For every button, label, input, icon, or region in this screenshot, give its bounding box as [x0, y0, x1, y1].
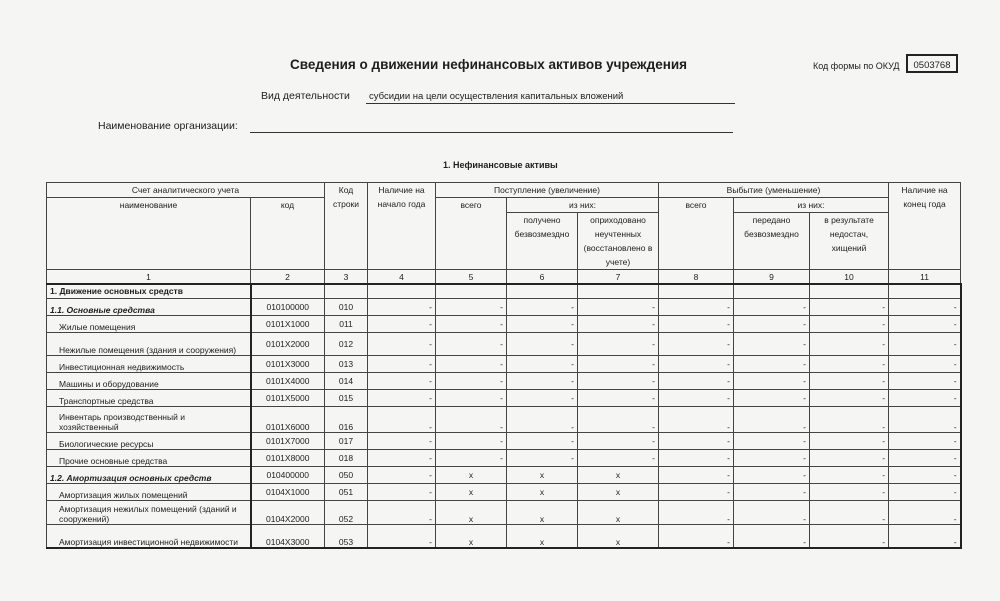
cell: -	[734, 406, 810, 432]
row-code: 0101X3000	[251, 355, 325, 372]
row-line: 015	[325, 389, 368, 406]
cell: -	[507, 449, 578, 466]
table-row	[47, 449, 961, 466]
cell: -	[436, 315, 507, 332]
cell: -	[659, 406, 734, 432]
row-code: 0104X2000	[251, 500, 325, 524]
cell: -	[368, 500, 436, 524]
table-row	[47, 483, 961, 500]
cell: -	[734, 432, 810, 449]
table-row	[47, 389, 961, 406]
cell: -	[578, 315, 659, 332]
cell: -	[436, 389, 507, 406]
cell: -	[578, 298, 659, 315]
row-code: 0101X1000	[251, 315, 325, 332]
col-number: 2	[251, 270, 325, 285]
cell: -	[889, 298, 961, 315]
table-row	[47, 298, 961, 315]
cell: -	[507, 372, 578, 389]
cell: -	[436, 332, 507, 355]
cell: -	[659, 466, 734, 483]
section-title: 1. Нефинансовые активы	[443, 160, 558, 170]
col-number: 9	[734, 270, 810, 285]
cell: -	[810, 432, 889, 449]
cell: -	[659, 389, 734, 406]
cell: -	[889, 389, 961, 406]
cell: -	[659, 500, 734, 524]
row-line: 012	[325, 332, 368, 355]
cell: -	[889, 432, 961, 449]
cell: -	[368, 298, 436, 315]
cell: -	[734, 332, 810, 355]
table-row	[47, 432, 961, 449]
organization-label: Наименование организации:	[98, 120, 238, 132]
cell: -	[368, 432, 436, 449]
cell: -	[436, 432, 507, 449]
row-code: 0101X6000	[251, 406, 325, 432]
table-row	[47, 500, 961, 524]
row-code: 0101X2000	[251, 332, 325, 355]
table-row	[47, 332, 961, 355]
cell: -	[810, 466, 889, 483]
cell: -	[368, 372, 436, 389]
table-row	[47, 284, 961, 298]
cell: -	[810, 449, 889, 466]
activity-label: Вид деятельности	[261, 90, 350, 102]
disposal-header: Выбытие (уменьшение)	[659, 183, 889, 198]
cell: -	[659, 483, 734, 500]
cell: -	[659, 524, 734, 548]
table-row	[47, 524, 961, 548]
okud-label: Код формы по ОКУД	[813, 61, 900, 71]
table-row	[47, 466, 961, 483]
row-line: 050	[325, 466, 368, 483]
cell: -	[578, 449, 659, 466]
row-line: 011	[325, 315, 368, 332]
row-line: 014	[325, 372, 368, 389]
cell: -	[507, 406, 578, 432]
cell: -	[889, 406, 961, 432]
cell: -	[889, 466, 961, 483]
cell: -	[734, 524, 810, 548]
cell: -	[810, 298, 889, 315]
cell: -	[507, 389, 578, 406]
cell: -	[734, 389, 810, 406]
disposal-total-header: всего	[659, 198, 734, 270]
closing-balance-header: Наличие на конец года	[889, 183, 961, 270]
cell: -	[368, 483, 436, 500]
col-number: 6	[507, 270, 578, 285]
cell: -	[578, 432, 659, 449]
cell: -	[436, 449, 507, 466]
row-code: 0101X5000	[251, 389, 325, 406]
disposal-of-which-header: из них:	[734, 198, 889, 213]
cell: -	[889, 315, 961, 332]
cell: -	[436, 372, 507, 389]
cell: -	[889, 524, 961, 548]
row-name: Машины и оборудование	[47, 372, 251, 389]
row-line: 013	[325, 355, 368, 372]
cell: -	[889, 483, 961, 500]
cell: -	[734, 372, 810, 389]
cell: -	[810, 483, 889, 500]
cell: -	[734, 315, 810, 332]
account-group-header: Счет аналитического учета	[47, 183, 325, 198]
row-line: 053	[325, 524, 368, 548]
cell: -	[436, 406, 507, 432]
row-code: 010100000	[251, 298, 325, 315]
cell: -	[368, 332, 436, 355]
cell: -	[889, 355, 961, 372]
cell: -	[889, 500, 961, 524]
cell: -	[507, 332, 578, 355]
code-header: код	[251, 198, 325, 270]
cell: -	[659, 432, 734, 449]
cell: -	[368, 355, 436, 372]
table-row	[47, 355, 961, 372]
cell: -	[734, 449, 810, 466]
row-line: 017	[325, 432, 368, 449]
organization-field-line	[250, 132, 733, 133]
row-line: 051	[325, 483, 368, 500]
cell: -	[734, 466, 810, 483]
cell: -	[368, 449, 436, 466]
page-title: Сведения о движении нефинансовых активов учреждения	[290, 57, 688, 72]
row-line: 016	[325, 406, 368, 432]
name-header: наименование	[47, 198, 251, 270]
cell: x	[507, 500, 578, 524]
cell: x	[507, 466, 578, 483]
section-heading: 1. Движение основных средств	[47, 284, 251, 298]
cell: -	[659, 315, 734, 332]
cell: -	[810, 332, 889, 355]
cell: x	[578, 524, 659, 548]
cell: -	[578, 389, 659, 406]
cell: -	[810, 389, 889, 406]
cell: -	[734, 355, 810, 372]
activity-value: субсидии на цели осуществления капитальных вложений	[366, 91, 735, 104]
cell: x	[436, 466, 507, 483]
row-code: 010400000	[251, 466, 325, 483]
cell: -	[436, 355, 507, 372]
cell: -	[436, 298, 507, 315]
cell: -	[578, 372, 659, 389]
row-code-header: Код строки	[325, 183, 368, 270]
cell: x	[436, 524, 507, 548]
cell: -	[810, 372, 889, 389]
row-name: Инвестиционная недвижимость	[47, 355, 251, 372]
row-code: 0104X3000	[251, 524, 325, 548]
cell: -	[507, 298, 578, 315]
col-number: 11	[889, 270, 961, 285]
nonfinancial-assets-table	[46, 182, 962, 549]
row-code: 0101X8000	[251, 449, 325, 466]
row-name: Жилые помещения	[47, 315, 251, 332]
cell: x	[436, 483, 507, 500]
cell: -	[734, 500, 810, 524]
receipt-header: Поступление (увеличение)	[436, 183, 659, 198]
row-name: 1.2. Амортизация основных средств	[47, 466, 251, 483]
cell: -	[368, 406, 436, 432]
cell: -	[810, 355, 889, 372]
receipt-free-header: получено безвозмездно	[507, 213, 578, 270]
cell: -	[810, 524, 889, 548]
disposal-free-header: передано безвозмездно	[734, 213, 810, 270]
cell: -	[368, 524, 436, 548]
table-row	[47, 315, 961, 332]
row-name: Прочие основные средства	[47, 449, 251, 466]
cell: -	[578, 332, 659, 355]
col-number: 3	[325, 270, 368, 285]
cell: -	[368, 466, 436, 483]
row-line: 018	[325, 449, 368, 466]
cell: -	[659, 355, 734, 372]
cell: -	[734, 298, 810, 315]
cell: x	[578, 500, 659, 524]
cell: -	[578, 355, 659, 372]
cell: -	[507, 432, 578, 449]
cell: -	[659, 332, 734, 355]
receipt-total-header: всего	[436, 198, 507, 270]
row-line: 052	[325, 500, 368, 524]
col-number: 7	[578, 270, 659, 285]
row-name: Транспортные средства	[47, 389, 251, 406]
okud-code: 0503768	[906, 54, 958, 73]
cell: -	[810, 500, 889, 524]
disposal-shortage-header: в результате недостач, хищений	[810, 213, 889, 270]
opening-balance-header: Наличие на начало года	[368, 183, 436, 270]
column-number-row	[47, 270, 961, 285]
cell: -	[507, 315, 578, 332]
cell: -	[659, 298, 734, 315]
row-name: Амортизация нежилых помещений (зданий и сооружений)	[47, 500, 251, 524]
col-number: 10	[810, 270, 889, 285]
cell: -	[659, 372, 734, 389]
table-row	[47, 372, 961, 389]
cell: x	[578, 466, 659, 483]
row-name: Биологические ресурсы	[47, 432, 251, 449]
cell: x	[578, 483, 659, 500]
row-name: Нежилые помещения (здания и сооружения)	[47, 332, 251, 355]
cell: -	[734, 483, 810, 500]
cell: -	[368, 315, 436, 332]
cell: -	[889, 449, 961, 466]
cell: x	[507, 524, 578, 548]
row-name: Амортизация инвестиционной недвижимости	[47, 524, 251, 548]
cell: -	[659, 449, 734, 466]
cell: x	[436, 500, 507, 524]
row-code: 0104X1000	[251, 483, 325, 500]
row-name: 1.1. Основные средства	[47, 298, 251, 315]
cell: -	[889, 372, 961, 389]
cell: x	[507, 483, 578, 500]
row-name: Инвентарь производственный и хозяйственный	[47, 406, 251, 432]
receipt-of-which-header: из них:	[507, 198, 659, 213]
col-number: 8	[659, 270, 734, 285]
table-row	[47, 406, 961, 432]
col-number: 1	[47, 270, 251, 285]
cell: -	[368, 389, 436, 406]
cell: -	[810, 315, 889, 332]
cell: -	[889, 332, 961, 355]
receipt-surplus-header: оприходовано неучтенных (восстановлено в учете)	[578, 213, 659, 270]
cell: -	[810, 406, 889, 432]
col-number: 5	[436, 270, 507, 285]
cell: -	[507, 355, 578, 372]
row-name: Амортизация жилых помещений	[47, 483, 251, 500]
row-code: 0101X4000	[251, 372, 325, 389]
row-line: 010	[325, 298, 368, 315]
cell: -	[578, 406, 659, 432]
col-number: 4	[368, 270, 436, 285]
row-code: 0101X7000	[251, 432, 325, 449]
